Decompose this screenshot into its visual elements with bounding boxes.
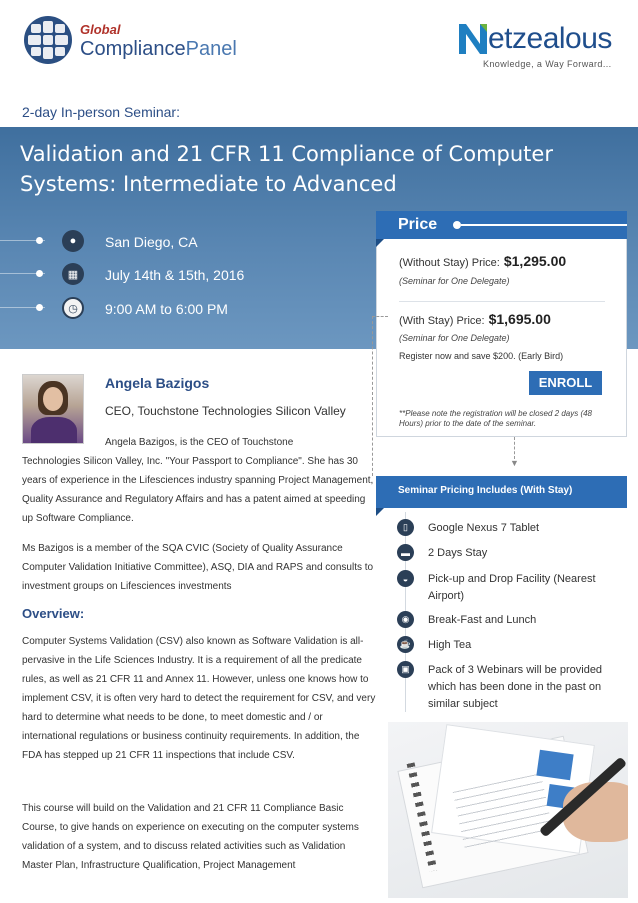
seminar-title: Validation and 21 CFR 11 Compliance of Computer Systems: Intermediate to Advanced xyxy=(20,142,553,196)
webinar-icon: ▣ xyxy=(397,661,414,678)
bullet-dot xyxy=(36,304,43,311)
arrow-down-icon: ▼ xyxy=(510,458,519,468)
price-with-stay-note: (Seminar for One Delegate) xyxy=(399,333,510,343)
tea-cup-icon: ☕ xyxy=(397,636,414,653)
divider xyxy=(399,301,605,302)
include-item: Google Nexus 7 Tablet xyxy=(428,522,540,534)
include-item: 2 Days Stay xyxy=(428,547,488,559)
brand-global: Global xyxy=(80,22,121,37)
netzealous-n-icon xyxy=(456,20,490,56)
bullet-dot xyxy=(453,221,461,229)
include-item: Pack of 3 Webinars will be provided which has been done in the past on similar subject xyxy=(428,664,603,710)
price-heading: Price xyxy=(398,216,438,233)
price-panel xyxy=(376,215,627,437)
partner-tagline: Knowledge, a Way Forward... xyxy=(483,59,612,69)
enroll-button[interactable]: ENROLL xyxy=(529,371,602,395)
price-without-stay-note: (Seminar for One Delegate) xyxy=(399,276,510,286)
divider xyxy=(461,224,627,226)
speaker-title: CEO, Touchstone Technologies Silicon Valley xyxy=(105,404,346,418)
overview-para-2: This course will build on the Validation and 21 CFR 11 Compliance Basic Course, to give hands on experience on executing on the computer systems validation of a system, and to discuss related activities such as Validation Master Plan, Infrastructure Qualification, Project Management xyxy=(22,803,359,871)
globe-logo-icon xyxy=(22,14,74,66)
tablet-icon: ▯ xyxy=(397,519,414,536)
early-bird-note: Register now and save $200. (Early Bird) xyxy=(399,351,564,361)
clock-icon: ◷ xyxy=(62,297,84,319)
speaker-bio-line1: Angela Bazigos, is the CEO of Touchstone xyxy=(105,437,294,448)
include-item: Pick-up and Drop Facility (Nearest Airport) xyxy=(428,573,596,602)
price-head-notch xyxy=(376,239,384,247)
calendar-icon: ▦ xyxy=(62,263,84,285)
speaker-name: Angela Bazigos xyxy=(105,375,210,391)
plate-icon: ◉ xyxy=(397,611,414,628)
bullet-dot xyxy=(36,270,43,277)
speaker-photo xyxy=(22,374,84,444)
date-text: July 14th & 15th, 2016 xyxy=(105,267,245,283)
overview-heading: Overview: xyxy=(22,606,85,621)
includes-heading: Seminar Pricing Includes (With Stay) xyxy=(398,485,573,496)
price-heading-bar xyxy=(376,211,627,239)
location-text: San Diego, CA xyxy=(105,234,198,250)
price-without-stay: (Without Stay) Price: $1,295.00 xyxy=(399,253,567,269)
connector-line xyxy=(372,316,388,317)
includes-head-notch xyxy=(376,508,384,516)
price-with-stay: (With Stay) Price: $1,695.00 xyxy=(399,311,551,327)
speaker-bio-2: Ms Bazigos is a member of the SQA CVIC (Society of Quality Assurance Computer Validation Initiative Committee), ASQ, DIA and RAPS and consults to investment groups on Lifesciences investments xyxy=(22,543,374,592)
car-icon: ◒ xyxy=(397,570,414,587)
bullet-dot xyxy=(36,237,43,244)
speaker-bio: Technologies Silicon Valley, Inc. "Your Passport to Compliance". She has 30 years of experience in the Lifesciences industry spanning Project Management, Quality Assurance and Regulatory Affairs and has a patent aimed at speeding up Software Compliance. xyxy=(22,456,374,524)
brand-name: CompliancePanel xyxy=(80,38,237,60)
location-pin-icon: ● xyxy=(62,230,84,252)
seminar-type: 2-day In-person Seminar: xyxy=(22,104,180,120)
overview-para-1: Computer Systems Validation (CSV) also known as Software Validation is all-pervasive in the Life Sciences Industry. It is a requirement of all the predicate rules, as well as 21 CFR 11 and Annex 11. However, unless one knows how to implement CSV, it is often very hard to detect the requirement for CSV, and very hard to determine what needs to be done, to meet domestic and / or international regulations or business continuity requirements. In addition, the FDA has stepped up 21 CFR 11 inspections that include CSV. xyxy=(22,636,376,761)
time-text: 9:00 AM to 6:00 PM xyxy=(105,301,228,317)
registration-close-note: **Please note the registration will be closed 2 days (48 Hours) prior to the date of the seminar. xyxy=(399,409,592,428)
binder-pen-photo xyxy=(388,722,628,898)
include-item: High Tea xyxy=(428,639,472,651)
bed-icon: ▬ xyxy=(397,544,414,561)
header xyxy=(0,0,638,95)
connector-line xyxy=(514,437,515,459)
include-item: Break-Fast and Lunch xyxy=(428,614,537,626)
partner-name: etzealous xyxy=(488,22,612,55)
includes-heading-bar xyxy=(376,476,627,508)
